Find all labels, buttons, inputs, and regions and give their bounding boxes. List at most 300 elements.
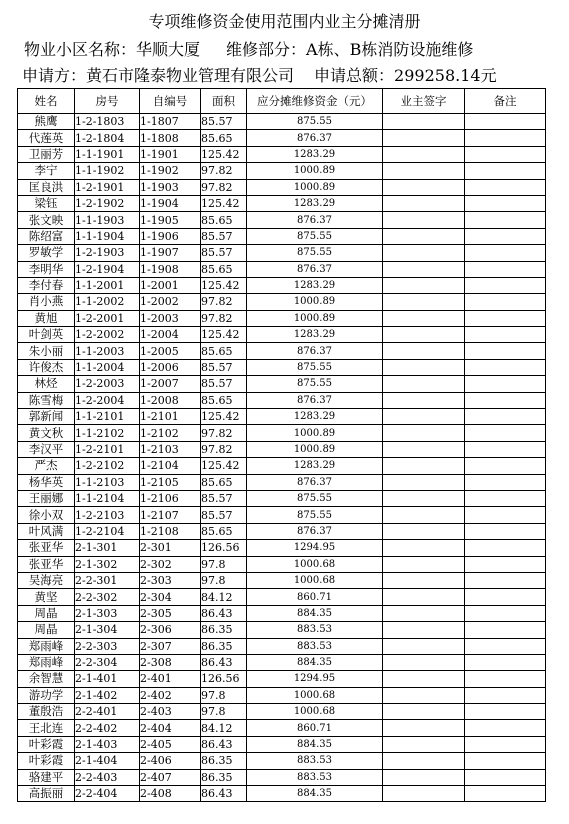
area: 97.82 xyxy=(201,310,247,326)
table-row xyxy=(18,343,546,359)
table-row xyxy=(18,458,546,474)
remarks-cell[interactable] xyxy=(465,605,546,621)
remarks-cell[interactable] xyxy=(465,654,546,670)
remarks-cell[interactable] xyxy=(465,425,546,441)
remarks-cell[interactable] xyxy=(465,572,546,588)
self-no: 2-401 xyxy=(140,671,201,687)
area: 125.42 xyxy=(201,195,247,211)
allocated-amount: 1000.68 xyxy=(247,704,383,720)
table-body xyxy=(18,114,546,802)
area: 97.8 xyxy=(201,572,247,588)
allocated-amount: 876.37 xyxy=(247,523,383,539)
area: 85.57 xyxy=(201,490,247,506)
owner-signature-cell[interactable] xyxy=(383,359,465,375)
allocated-amount: 860.71 xyxy=(247,589,383,605)
allocated-amount: 876.37 xyxy=(247,130,383,146)
remarks-cell[interactable] xyxy=(465,786,546,802)
remarks-cell[interactable] xyxy=(465,622,546,638)
area: 85.65 xyxy=(201,392,247,408)
area: 85.57 xyxy=(201,376,247,392)
house-no: 1-2-2004 xyxy=(75,392,140,408)
remarks-cell[interactable] xyxy=(465,523,546,539)
area: 86.35 xyxy=(201,769,247,785)
table-row xyxy=(18,654,546,670)
area: 126.56 xyxy=(201,540,247,556)
allocated-amount: 1283.29 xyxy=(247,195,383,211)
owner-name: 游功学 xyxy=(18,687,75,703)
owner-name: 吴海亮 xyxy=(18,572,75,588)
remarks-cell[interactable] xyxy=(465,130,546,146)
owner-name: 周晶 xyxy=(18,605,75,621)
total-amount: 299258.14元 xyxy=(394,66,497,85)
owner-signature-cell[interactable] xyxy=(383,163,465,179)
allocated-amount: 875.55 xyxy=(247,228,383,244)
area: 85.57 xyxy=(201,228,247,244)
house-no: 2-2-301 xyxy=(75,572,140,588)
table-row xyxy=(18,786,546,802)
area: 84.12 xyxy=(201,589,247,605)
owner-name: 代莲英 xyxy=(18,130,75,146)
table-row xyxy=(18,622,546,638)
remarks-cell[interactable] xyxy=(465,687,546,703)
self-no: 2-304 xyxy=(140,589,201,605)
house-no: 1-2-2102 xyxy=(75,458,140,474)
table-row xyxy=(18,753,546,769)
owner-name: 许俊杰 xyxy=(18,359,75,375)
owner-name: 朱小丽 xyxy=(18,343,75,359)
house-no: 2-2-304 xyxy=(75,654,140,670)
owner-name: 李宁 xyxy=(18,163,75,179)
table-row xyxy=(18,490,546,506)
owner-signature-cell[interactable] xyxy=(383,212,465,228)
house-no: 2-2-403 xyxy=(75,769,140,785)
owner-signature-cell[interactable] xyxy=(383,753,465,769)
house-no: 1-2-1901 xyxy=(75,179,140,195)
owner-name: 余智慧 xyxy=(18,671,75,687)
community-label: 物业小区名称： xyxy=(24,40,137,59)
owner-name: 张亚华 xyxy=(18,556,75,572)
owner-signature-cell[interactable] xyxy=(383,114,465,130)
table-row xyxy=(18,114,546,130)
house-no: 1-1-1904 xyxy=(75,228,140,244)
house-no: 2-1-301 xyxy=(75,540,140,556)
area: 86.43 xyxy=(201,786,247,802)
area: 97.82 xyxy=(201,163,247,179)
self-no: 2-301 xyxy=(140,540,201,556)
self-no: 1-2106 xyxy=(140,490,201,506)
house-no: 1-2-1903 xyxy=(75,245,140,261)
self-no: 1-2104 xyxy=(140,458,201,474)
house-no: 2-1-302 xyxy=(75,556,140,572)
table-row xyxy=(18,769,546,785)
area: 86.35 xyxy=(201,622,247,638)
owner-name: 王丽娜 xyxy=(18,490,75,506)
remarks-cell[interactable] xyxy=(465,146,546,162)
remarks-cell[interactable] xyxy=(465,409,546,425)
owner-name: 郭新闻 xyxy=(18,409,75,425)
table-row xyxy=(18,540,546,556)
area: 125.42 xyxy=(201,277,247,293)
remarks-cell[interactable] xyxy=(465,343,546,359)
area: 97.82 xyxy=(201,294,247,310)
house-no: 1-2-2101 xyxy=(75,441,140,457)
community-name: 华顺大厦 xyxy=(136,40,201,59)
allocated-amount: 860.71 xyxy=(247,720,383,736)
allocated-amount: 1000.68 xyxy=(247,687,383,703)
self-no: 2-407 xyxy=(140,769,201,785)
table-row xyxy=(18,179,546,195)
self-no: 2-408 xyxy=(140,786,201,802)
table-header-row xyxy=(18,89,546,114)
owner-signature-cell[interactable] xyxy=(383,310,465,326)
self-no: 2-308 xyxy=(140,654,201,670)
owner-name: 张文映 xyxy=(18,212,75,228)
owner-signature-cell[interactable] xyxy=(383,228,465,244)
remarks-cell[interactable] xyxy=(465,228,546,244)
self-no: 1-2003 xyxy=(140,310,201,326)
house-no: 1-1-1901 xyxy=(75,146,140,162)
house-no: 2-2-303 xyxy=(75,638,140,654)
owner-name: 周晶 xyxy=(18,622,75,638)
house-no: 1-1-2002 xyxy=(75,294,140,310)
allocated-amount: 1000.89 xyxy=(247,441,383,457)
header-remarks: 备注 xyxy=(465,89,546,114)
remarks-cell[interactable] xyxy=(465,490,546,506)
self-no: 2-402 xyxy=(140,687,201,703)
remarks-cell[interactable] xyxy=(465,277,546,293)
house-no: 1-2-1804 xyxy=(75,130,140,146)
house-no: 1-1-2004 xyxy=(75,359,140,375)
allocation-table xyxy=(17,88,546,802)
owner-name: 黄旭 xyxy=(18,310,75,326)
allocated-amount: 883.53 xyxy=(247,769,383,785)
self-no: 1-1808 xyxy=(140,130,201,146)
remarks-cell[interactable] xyxy=(465,376,546,392)
house-no: 1-2-1803 xyxy=(75,114,140,130)
self-no: 1-2101 xyxy=(140,409,201,425)
table-row xyxy=(18,146,546,162)
owner-signature-cell[interactable] xyxy=(383,605,465,621)
self-no: 2-406 xyxy=(140,753,201,769)
allocated-amount: 1294.95 xyxy=(247,671,383,687)
remarks-cell[interactable] xyxy=(465,753,546,769)
header-amount: 应分摊维修资金（元） xyxy=(247,89,383,114)
self-no: 1-2001 xyxy=(140,277,201,293)
owner-signature-cell[interactable] xyxy=(383,376,465,392)
remarks-cell[interactable] xyxy=(465,589,546,605)
owner-signature-cell[interactable] xyxy=(383,638,465,654)
allocated-amount: 875.55 xyxy=(247,359,383,375)
total-label: 申请总额： xyxy=(314,66,395,85)
house-no: 2-1-402 xyxy=(75,687,140,703)
owner-name: 林烃 xyxy=(18,376,75,392)
allocated-amount: 1294.95 xyxy=(247,540,383,556)
area: 97.8 xyxy=(201,687,247,703)
owner-signature-cell[interactable] xyxy=(383,540,465,556)
owner-signature-cell[interactable] xyxy=(383,277,465,293)
owner-signature-cell[interactable] xyxy=(383,556,465,572)
owner-signature-cell[interactable] xyxy=(383,195,465,211)
remarks-cell[interactable] xyxy=(465,294,546,310)
remarks-cell[interactable] xyxy=(465,540,546,556)
owner-signature-cell[interactable] xyxy=(383,425,465,441)
allocated-amount: 1000.68 xyxy=(247,556,383,572)
remarks-cell[interactable] xyxy=(465,310,546,326)
house-no: 1-2-2003 xyxy=(75,376,140,392)
remarks-cell[interactable] xyxy=(465,671,546,687)
allocated-amount: 876.37 xyxy=(247,474,383,490)
table-row xyxy=(18,277,546,293)
remarks-cell[interactable] xyxy=(465,474,546,490)
area: 85.57 xyxy=(201,507,247,523)
owner-name: 董殷浩 xyxy=(18,704,75,720)
area: 97.82 xyxy=(201,425,247,441)
header-owner-signature: 业主签字 xyxy=(383,89,465,114)
remarks-cell[interactable] xyxy=(465,769,546,785)
owner-signature-cell[interactable] xyxy=(383,736,465,752)
owner-signature-cell[interactable] xyxy=(383,507,465,523)
self-no: 1-2103 xyxy=(140,441,201,457)
table-row xyxy=(18,441,546,457)
header-self-no: 自编号 xyxy=(140,89,201,114)
remarks-cell[interactable] xyxy=(465,327,546,343)
area: 125.42 xyxy=(201,327,247,343)
applicant-name: 黄石市隆泰物业管理有限公司 xyxy=(86,66,295,85)
remarks-cell[interactable] xyxy=(465,114,546,130)
allocated-amount: 875.55 xyxy=(247,507,383,523)
owner-name: 叶风满 xyxy=(18,523,75,539)
allocated-amount: 1283.29 xyxy=(247,277,383,293)
area: 97.8 xyxy=(201,556,247,572)
remarks-cell[interactable] xyxy=(465,720,546,736)
owner-signature-cell[interactable] xyxy=(383,261,465,277)
remarks-cell[interactable] xyxy=(465,212,546,228)
page-title: 专项维修资金使用范围内业主分摊清册 xyxy=(148,12,421,31)
owner-signature-cell[interactable] xyxy=(383,671,465,687)
owner-name: 骆建平 xyxy=(18,769,75,785)
area: 86.35 xyxy=(201,753,247,769)
area: 85.57 xyxy=(201,359,247,375)
self-no: 1-1904 xyxy=(140,195,201,211)
owner-name: 杨华英 xyxy=(18,474,75,490)
area: 85.57 xyxy=(201,245,247,261)
self-no: 1-1902 xyxy=(140,163,201,179)
self-no: 1-1901 xyxy=(140,146,201,162)
owner-signature-cell[interactable] xyxy=(383,720,465,736)
remarks-cell[interactable] xyxy=(465,458,546,474)
allocated-amount: 1000.89 xyxy=(247,163,383,179)
area: 85.57 xyxy=(201,114,247,130)
table-row xyxy=(18,605,546,621)
remarks-cell[interactable] xyxy=(465,556,546,572)
owner-signature-cell[interactable] xyxy=(383,409,465,425)
owner-name: 郑雨峰 xyxy=(18,638,75,654)
table-row xyxy=(18,327,546,343)
owner-signature-cell[interactable] xyxy=(383,458,465,474)
area: 85.65 xyxy=(201,261,247,277)
owner-name: 肖小燕 xyxy=(18,294,75,310)
house-no: 1-1-2103 xyxy=(75,474,140,490)
self-no: 1-2107 xyxy=(140,507,201,523)
area: 97.82 xyxy=(201,441,247,457)
owner-name: 陈雪梅 xyxy=(18,392,75,408)
owner-signature-cell[interactable] xyxy=(383,441,465,457)
owner-signature-cell[interactable] xyxy=(383,474,465,490)
allocated-amount: 1283.29 xyxy=(247,409,383,425)
remarks-cell[interactable] xyxy=(465,736,546,752)
owner-signature-cell[interactable] xyxy=(383,327,465,343)
owner-signature-cell[interactable] xyxy=(383,343,465,359)
area: 86.43 xyxy=(201,736,247,752)
remarks-cell[interactable] xyxy=(465,638,546,654)
table-row xyxy=(18,310,546,326)
area: 86.35 xyxy=(201,638,247,654)
allocated-amount: 876.37 xyxy=(247,343,383,359)
table-row xyxy=(18,294,546,310)
info-line-applicant xyxy=(22,66,562,86)
remarks-cell[interactable] xyxy=(465,179,546,195)
self-no: 1-1905 xyxy=(140,212,201,228)
remarks-cell[interactable] xyxy=(465,261,546,277)
owner-signature-cell[interactable] xyxy=(383,654,465,670)
owner-name: 卫丽芳 xyxy=(18,146,75,162)
area: 85.65 xyxy=(201,474,247,490)
owner-signature-cell[interactable] xyxy=(383,392,465,408)
self-no: 2-306 xyxy=(140,622,201,638)
table-row xyxy=(18,261,546,277)
remarks-cell[interactable] xyxy=(465,441,546,457)
owner-signature-cell[interactable] xyxy=(383,622,465,638)
table-row xyxy=(18,163,546,179)
self-no: 2-403 xyxy=(140,704,201,720)
owner-signature-cell[interactable] xyxy=(383,572,465,588)
remarks-cell[interactable] xyxy=(465,359,546,375)
self-no: 1-2108 xyxy=(140,523,201,539)
owner-signature-cell[interactable] xyxy=(383,245,465,261)
area: 85.65 xyxy=(201,212,247,228)
table-row xyxy=(18,523,546,539)
table-row xyxy=(18,474,546,490)
self-no: 1-2102 xyxy=(140,425,201,441)
allocated-amount: 875.55 xyxy=(247,245,383,261)
owner-signature-cell[interactable] xyxy=(383,769,465,785)
self-no: 2-307 xyxy=(140,638,201,654)
applicant-label: 申请方： xyxy=(22,66,87,85)
owner-name: 徐小双 xyxy=(18,507,75,523)
table-row xyxy=(18,245,546,261)
house-no: 1-2-2104 xyxy=(75,523,140,539)
owner-name: 严杰 xyxy=(18,458,75,474)
remarks-cell[interactable] xyxy=(465,195,546,211)
owner-name: 张亚华 xyxy=(18,540,75,556)
remarks-cell[interactable] xyxy=(465,245,546,261)
self-no: 2-302 xyxy=(140,556,201,572)
house-no: 1-2-1904 xyxy=(75,261,140,277)
area: 86.43 xyxy=(201,605,247,621)
allocated-amount: 876.37 xyxy=(247,392,383,408)
owner-signature-cell[interactable] xyxy=(383,146,465,162)
owner-signature-cell[interactable] xyxy=(383,589,465,605)
owner-name: 叶剑英 xyxy=(18,327,75,343)
owner-signature-cell[interactable] xyxy=(383,179,465,195)
self-no: 2-305 xyxy=(140,605,201,621)
table-row xyxy=(18,687,546,703)
remarks-cell[interactable] xyxy=(465,704,546,720)
table-row xyxy=(18,556,546,572)
allocated-amount: 1000.89 xyxy=(247,294,383,310)
header-house-no: 房号 xyxy=(75,89,140,114)
allocated-amount: 1283.29 xyxy=(247,146,383,162)
house-no: 1-2-2001 xyxy=(75,310,140,326)
house-no: 2-2-402 xyxy=(75,720,140,736)
house-no: 1-1-2104 xyxy=(75,490,140,506)
self-no: 2-405 xyxy=(140,736,201,752)
self-no: 1-2105 xyxy=(140,474,201,490)
house-no: 2-1-403 xyxy=(75,736,140,752)
self-no: 1-1903 xyxy=(140,179,201,195)
allocated-amount: 1000.89 xyxy=(247,179,383,195)
remarks-cell[interactable] xyxy=(465,507,546,523)
allocated-amount: 1283.29 xyxy=(247,458,383,474)
owner-name: 罗敏学 xyxy=(18,245,75,261)
area: 97.82 xyxy=(201,179,247,195)
remarks-cell[interactable] xyxy=(465,392,546,408)
allocated-amount: 875.55 xyxy=(247,114,383,130)
owner-name: 高振丽 xyxy=(18,786,75,802)
table-row xyxy=(18,736,546,752)
owner-signature-cell[interactable] xyxy=(383,523,465,539)
self-no: 2-404 xyxy=(140,720,201,736)
area: 86.43 xyxy=(201,654,247,670)
owner-name: 黄坚 xyxy=(18,589,75,605)
allocated-amount: 883.53 xyxy=(247,638,383,654)
owner-signature-cell[interactable] xyxy=(383,130,465,146)
self-no: 2-303 xyxy=(140,572,201,588)
table-row xyxy=(18,671,546,687)
self-no: 1-2004 xyxy=(140,327,201,343)
house-no: 1-1-2102 xyxy=(75,425,140,441)
owner-name: 李汉平 xyxy=(18,441,75,457)
area: 126.56 xyxy=(201,671,247,687)
table-row xyxy=(18,507,546,523)
owner-name: 黄文秋 xyxy=(18,425,75,441)
house-no: 2-1-404 xyxy=(75,753,140,769)
self-no: 1-1807 xyxy=(140,114,201,130)
info-line-community xyxy=(24,40,564,60)
house-no: 2-2-302 xyxy=(75,589,140,605)
owner-signature-cell[interactable] xyxy=(383,687,465,703)
owner-signature-cell[interactable] xyxy=(383,490,465,506)
house-no: 1-1-1903 xyxy=(75,212,140,228)
owner-signature-cell[interactable] xyxy=(383,704,465,720)
area: 85.65 xyxy=(201,130,247,146)
repair-part: A栋、B栋消防设施维修 xyxy=(306,40,474,59)
house-no: 2-1-401 xyxy=(75,671,140,687)
owner-name: 王北连 xyxy=(18,720,75,736)
owner-signature-cell[interactable] xyxy=(383,786,465,802)
self-no: 1-2008 xyxy=(140,392,201,408)
table-row xyxy=(18,589,546,605)
house-no: 1-1-1902 xyxy=(75,163,140,179)
self-no: 1-2007 xyxy=(140,376,201,392)
owner-name: 叶彩霞 xyxy=(18,736,75,752)
repair-part-label: 维修部分： xyxy=(226,40,307,59)
self-no: 1-1906 xyxy=(140,228,201,244)
owner-signature-cell[interactable] xyxy=(383,294,465,310)
table-row xyxy=(18,376,546,392)
allocated-amount: 884.35 xyxy=(247,654,383,670)
remarks-cell[interactable] xyxy=(465,163,546,179)
